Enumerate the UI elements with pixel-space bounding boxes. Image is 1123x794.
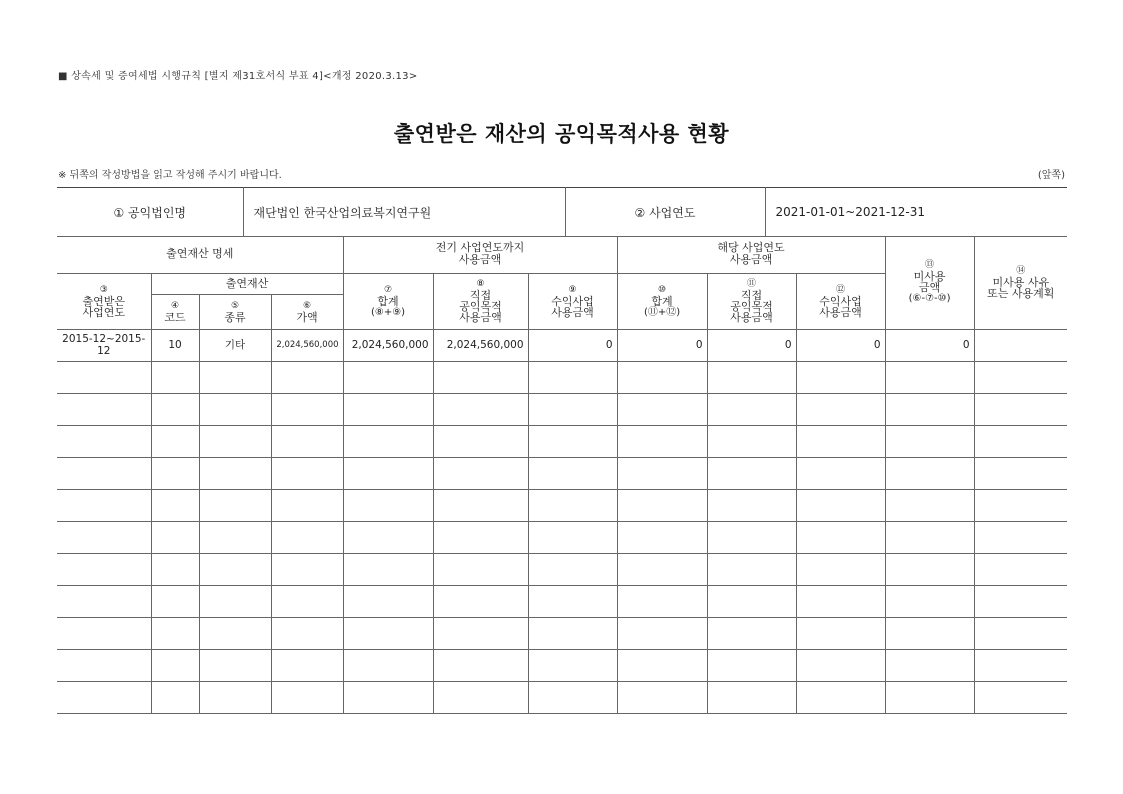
cell-prior-direct: 2,024,560,000 bbox=[433, 329, 528, 361]
col-prior-direct: ⑧ 직접 공익목적 사용금액 bbox=[433, 273, 528, 329]
empty-cell bbox=[707, 585, 796, 617]
cell-current-total: 0 bbox=[617, 329, 707, 361]
empty-cell bbox=[199, 681, 271, 713]
empty-cell bbox=[617, 393, 707, 425]
empty-cell bbox=[796, 457, 885, 489]
col-current-direct: ⑪ 직접 공익목적 사용금액 bbox=[707, 273, 796, 329]
empty-table-row bbox=[57, 521, 1067, 553]
empty-cell bbox=[885, 553, 974, 585]
usage-table bbox=[57, 236, 1067, 714]
empty-table-row bbox=[57, 649, 1067, 681]
empty-cell bbox=[271, 489, 343, 521]
empty-cell bbox=[885, 681, 974, 713]
business-year-value: 2021-01-01~2021-12-31 bbox=[765, 188, 1067, 237]
empty-cell bbox=[796, 393, 885, 425]
empty-cell bbox=[974, 649, 1067, 681]
empty-cell bbox=[885, 649, 974, 681]
col-current-business: ⑫ 수익사업 사용금액 bbox=[796, 273, 885, 329]
empty-cell bbox=[433, 553, 528, 585]
empty-cell bbox=[199, 553, 271, 585]
empty-cell bbox=[617, 681, 707, 713]
empty-cell bbox=[617, 489, 707, 521]
business-year-label: ② 사업연도 bbox=[565, 188, 765, 237]
empty-cell bbox=[271, 585, 343, 617]
empty-cell bbox=[707, 393, 796, 425]
empty-cell bbox=[885, 489, 974, 521]
empty-cell bbox=[433, 361, 528, 393]
empty-cell bbox=[974, 489, 1067, 521]
empty-cell bbox=[707, 553, 796, 585]
cell-value: 2,024,560,000 bbox=[271, 329, 343, 361]
empty-cell bbox=[433, 681, 528, 713]
form-reference: ■ 상속세 및 증여세법 시행규칙 [별지 제31호서식 부표 4]<개정 2020.3.13> bbox=[58, 71, 418, 82]
empty-cell bbox=[151, 617, 199, 649]
col-prior-total: ⑦ 합계 (⑧+⑨) bbox=[343, 273, 433, 329]
empty-cell bbox=[617, 521, 707, 553]
empty-cell bbox=[343, 393, 433, 425]
empty-cell bbox=[707, 361, 796, 393]
empty-cell bbox=[617, 553, 707, 585]
empty-cell bbox=[271, 553, 343, 585]
empty-cell bbox=[199, 617, 271, 649]
col-kind: ⑤ 종류 bbox=[199, 294, 271, 329]
empty-cell bbox=[974, 521, 1067, 553]
empty-cell bbox=[57, 425, 151, 457]
empty-cell bbox=[796, 553, 885, 585]
empty-cell bbox=[271, 649, 343, 681]
empty-cell bbox=[796, 585, 885, 617]
empty-cell bbox=[151, 585, 199, 617]
empty-cell bbox=[57, 521, 151, 553]
cell-code: 10 bbox=[151, 329, 199, 361]
empty-cell bbox=[343, 457, 433, 489]
corp-name-value: 재단법인 한국산업의료복지연구원 bbox=[243, 188, 565, 237]
empty-cell bbox=[796, 521, 885, 553]
empty-cell bbox=[974, 361, 1067, 393]
empty-cell bbox=[433, 521, 528, 553]
empty-cell bbox=[343, 649, 433, 681]
empty-cell bbox=[343, 681, 433, 713]
empty-cell bbox=[343, 585, 433, 617]
page-title: 출연받은 재산의 공익목적사용 현황 bbox=[393, 122, 730, 146]
empty-cell bbox=[707, 425, 796, 457]
empty-cell bbox=[433, 585, 528, 617]
empty-cell bbox=[271, 457, 343, 489]
page-side-label: (앞쪽) bbox=[1037, 170, 1065, 181]
cell-current-direct: 0 bbox=[707, 329, 796, 361]
empty-cell bbox=[528, 681, 617, 713]
group-header-prior: 전기 사업연도까지 사용금액 bbox=[343, 236, 617, 273]
cell-prior-business: 0 bbox=[528, 329, 617, 361]
empty-cell bbox=[151, 361, 199, 393]
empty-cell bbox=[528, 553, 617, 585]
empty-cell bbox=[974, 585, 1067, 617]
empty-cell bbox=[151, 457, 199, 489]
col-unused-reason: ⑭ 미사용 사유 또는 사용계획 bbox=[974, 236, 1067, 329]
empty-cell bbox=[199, 393, 271, 425]
empty-table-row bbox=[57, 585, 1067, 617]
cell-year: 2015-12~2015-12 bbox=[57, 329, 151, 361]
empty-cell bbox=[343, 361, 433, 393]
empty-cell bbox=[57, 393, 151, 425]
col-code: ④ 코드 bbox=[151, 294, 199, 329]
empty-cell bbox=[885, 457, 974, 489]
cell-kind: 기타 bbox=[199, 329, 271, 361]
empty-cell bbox=[199, 425, 271, 457]
cell-prior-total: 2,024,560,000 bbox=[343, 329, 433, 361]
empty-cell bbox=[796, 361, 885, 393]
empty-cell bbox=[57, 489, 151, 521]
empty-cell bbox=[271, 521, 343, 553]
col-current-total: ⑩ 합계 (⑪+⑫) bbox=[617, 273, 707, 329]
empty-cell bbox=[885, 521, 974, 553]
empty-cell bbox=[796, 617, 885, 649]
empty-table-row bbox=[57, 489, 1067, 521]
empty-cell bbox=[974, 681, 1067, 713]
empty-cell bbox=[271, 361, 343, 393]
empty-cell bbox=[151, 649, 199, 681]
cell-reason bbox=[974, 329, 1067, 361]
empty-cell bbox=[796, 681, 885, 713]
empty-cell bbox=[433, 393, 528, 425]
empty-cell bbox=[199, 457, 271, 489]
empty-cell bbox=[199, 649, 271, 681]
empty-cell bbox=[617, 649, 707, 681]
empty-table-row bbox=[57, 393, 1067, 425]
info-table bbox=[57, 187, 1067, 237]
empty-cell bbox=[343, 617, 433, 649]
empty-cell bbox=[151, 393, 199, 425]
empty-cell bbox=[528, 489, 617, 521]
empty-cell bbox=[199, 361, 271, 393]
empty-cell bbox=[617, 617, 707, 649]
table-row bbox=[57, 329, 1067, 361]
empty-cell bbox=[528, 649, 617, 681]
empty-cell bbox=[151, 425, 199, 457]
empty-table-row bbox=[57, 617, 1067, 649]
empty-cell bbox=[151, 681, 199, 713]
group-header-current: 해당 사업연도 사용금액 bbox=[617, 236, 885, 273]
empty-cell bbox=[528, 521, 617, 553]
empty-cell bbox=[707, 681, 796, 713]
empty-cell bbox=[617, 457, 707, 489]
empty-cell bbox=[57, 649, 151, 681]
empty-cell bbox=[271, 681, 343, 713]
empty-cell bbox=[343, 553, 433, 585]
empty-cell bbox=[433, 425, 528, 457]
empty-cell bbox=[707, 489, 796, 521]
col-unused-amount: ⑬ 미사용 금액 (⑥-⑦-⑩) bbox=[885, 236, 974, 329]
instruction-note: ※ 뒤쪽의 작성방법을 읽고 작성해 주시기 바랍니다. bbox=[58, 170, 282, 181]
empty-cell bbox=[433, 457, 528, 489]
empty-cell bbox=[528, 617, 617, 649]
empty-cell bbox=[433, 617, 528, 649]
empty-table-row bbox=[57, 361, 1067, 393]
corp-name-label: ① 공익법인명 bbox=[57, 188, 243, 237]
empty-cell bbox=[885, 585, 974, 617]
empty-cell bbox=[974, 425, 1067, 457]
empty-cell bbox=[885, 361, 974, 393]
empty-cell bbox=[271, 425, 343, 457]
empty-cell bbox=[885, 617, 974, 649]
empty-cell bbox=[974, 393, 1067, 425]
empty-cell bbox=[528, 457, 617, 489]
empty-cell bbox=[343, 521, 433, 553]
empty-cell bbox=[707, 617, 796, 649]
empty-cell bbox=[57, 617, 151, 649]
empty-cell bbox=[528, 425, 617, 457]
cell-unused: 0 bbox=[885, 329, 974, 361]
group-header-property: 출연재산 명세 bbox=[57, 236, 343, 273]
col-contribution-year: ③ 출연받은 사업연도 bbox=[57, 273, 151, 329]
empty-cell bbox=[528, 361, 617, 393]
col-prior-business: ⑨ 수익사업 사용금액 bbox=[528, 273, 617, 329]
empty-cell bbox=[151, 521, 199, 553]
empty-cell bbox=[433, 649, 528, 681]
cell-current-business: 0 bbox=[796, 329, 885, 361]
empty-cell bbox=[885, 425, 974, 457]
empty-cell bbox=[57, 681, 151, 713]
empty-cell bbox=[617, 361, 707, 393]
empty-cell bbox=[199, 585, 271, 617]
empty-cell bbox=[617, 585, 707, 617]
empty-cell bbox=[57, 553, 151, 585]
sub-header-property: 출연재산 bbox=[151, 273, 343, 294]
empty-cell bbox=[974, 553, 1067, 585]
empty-table-row bbox=[57, 553, 1067, 585]
empty-cell bbox=[974, 457, 1067, 489]
empty-cell bbox=[343, 425, 433, 457]
empty-cell bbox=[707, 457, 796, 489]
col-value: ⑥ 가액 bbox=[271, 294, 343, 329]
empty-cell bbox=[271, 617, 343, 649]
empty-cell bbox=[796, 489, 885, 521]
empty-cell bbox=[528, 393, 617, 425]
empty-cell bbox=[796, 425, 885, 457]
empty-cell bbox=[433, 489, 528, 521]
empty-cell bbox=[343, 489, 433, 521]
empty-cell bbox=[974, 617, 1067, 649]
empty-cell bbox=[57, 361, 151, 393]
empty-table-row bbox=[57, 681, 1067, 713]
empty-cell bbox=[796, 649, 885, 681]
empty-cell bbox=[151, 489, 199, 521]
empty-cell bbox=[707, 521, 796, 553]
empty-cell bbox=[199, 521, 271, 553]
empty-cell bbox=[617, 425, 707, 457]
empty-cell bbox=[151, 553, 199, 585]
empty-cell bbox=[57, 457, 151, 489]
empty-table-row bbox=[57, 425, 1067, 457]
empty-cell bbox=[528, 585, 617, 617]
empty-cell bbox=[199, 489, 271, 521]
empty-cell bbox=[885, 393, 974, 425]
empty-cell bbox=[271, 393, 343, 425]
empty-table-row bbox=[57, 457, 1067, 489]
empty-cell bbox=[707, 649, 796, 681]
empty-cell bbox=[57, 585, 151, 617]
